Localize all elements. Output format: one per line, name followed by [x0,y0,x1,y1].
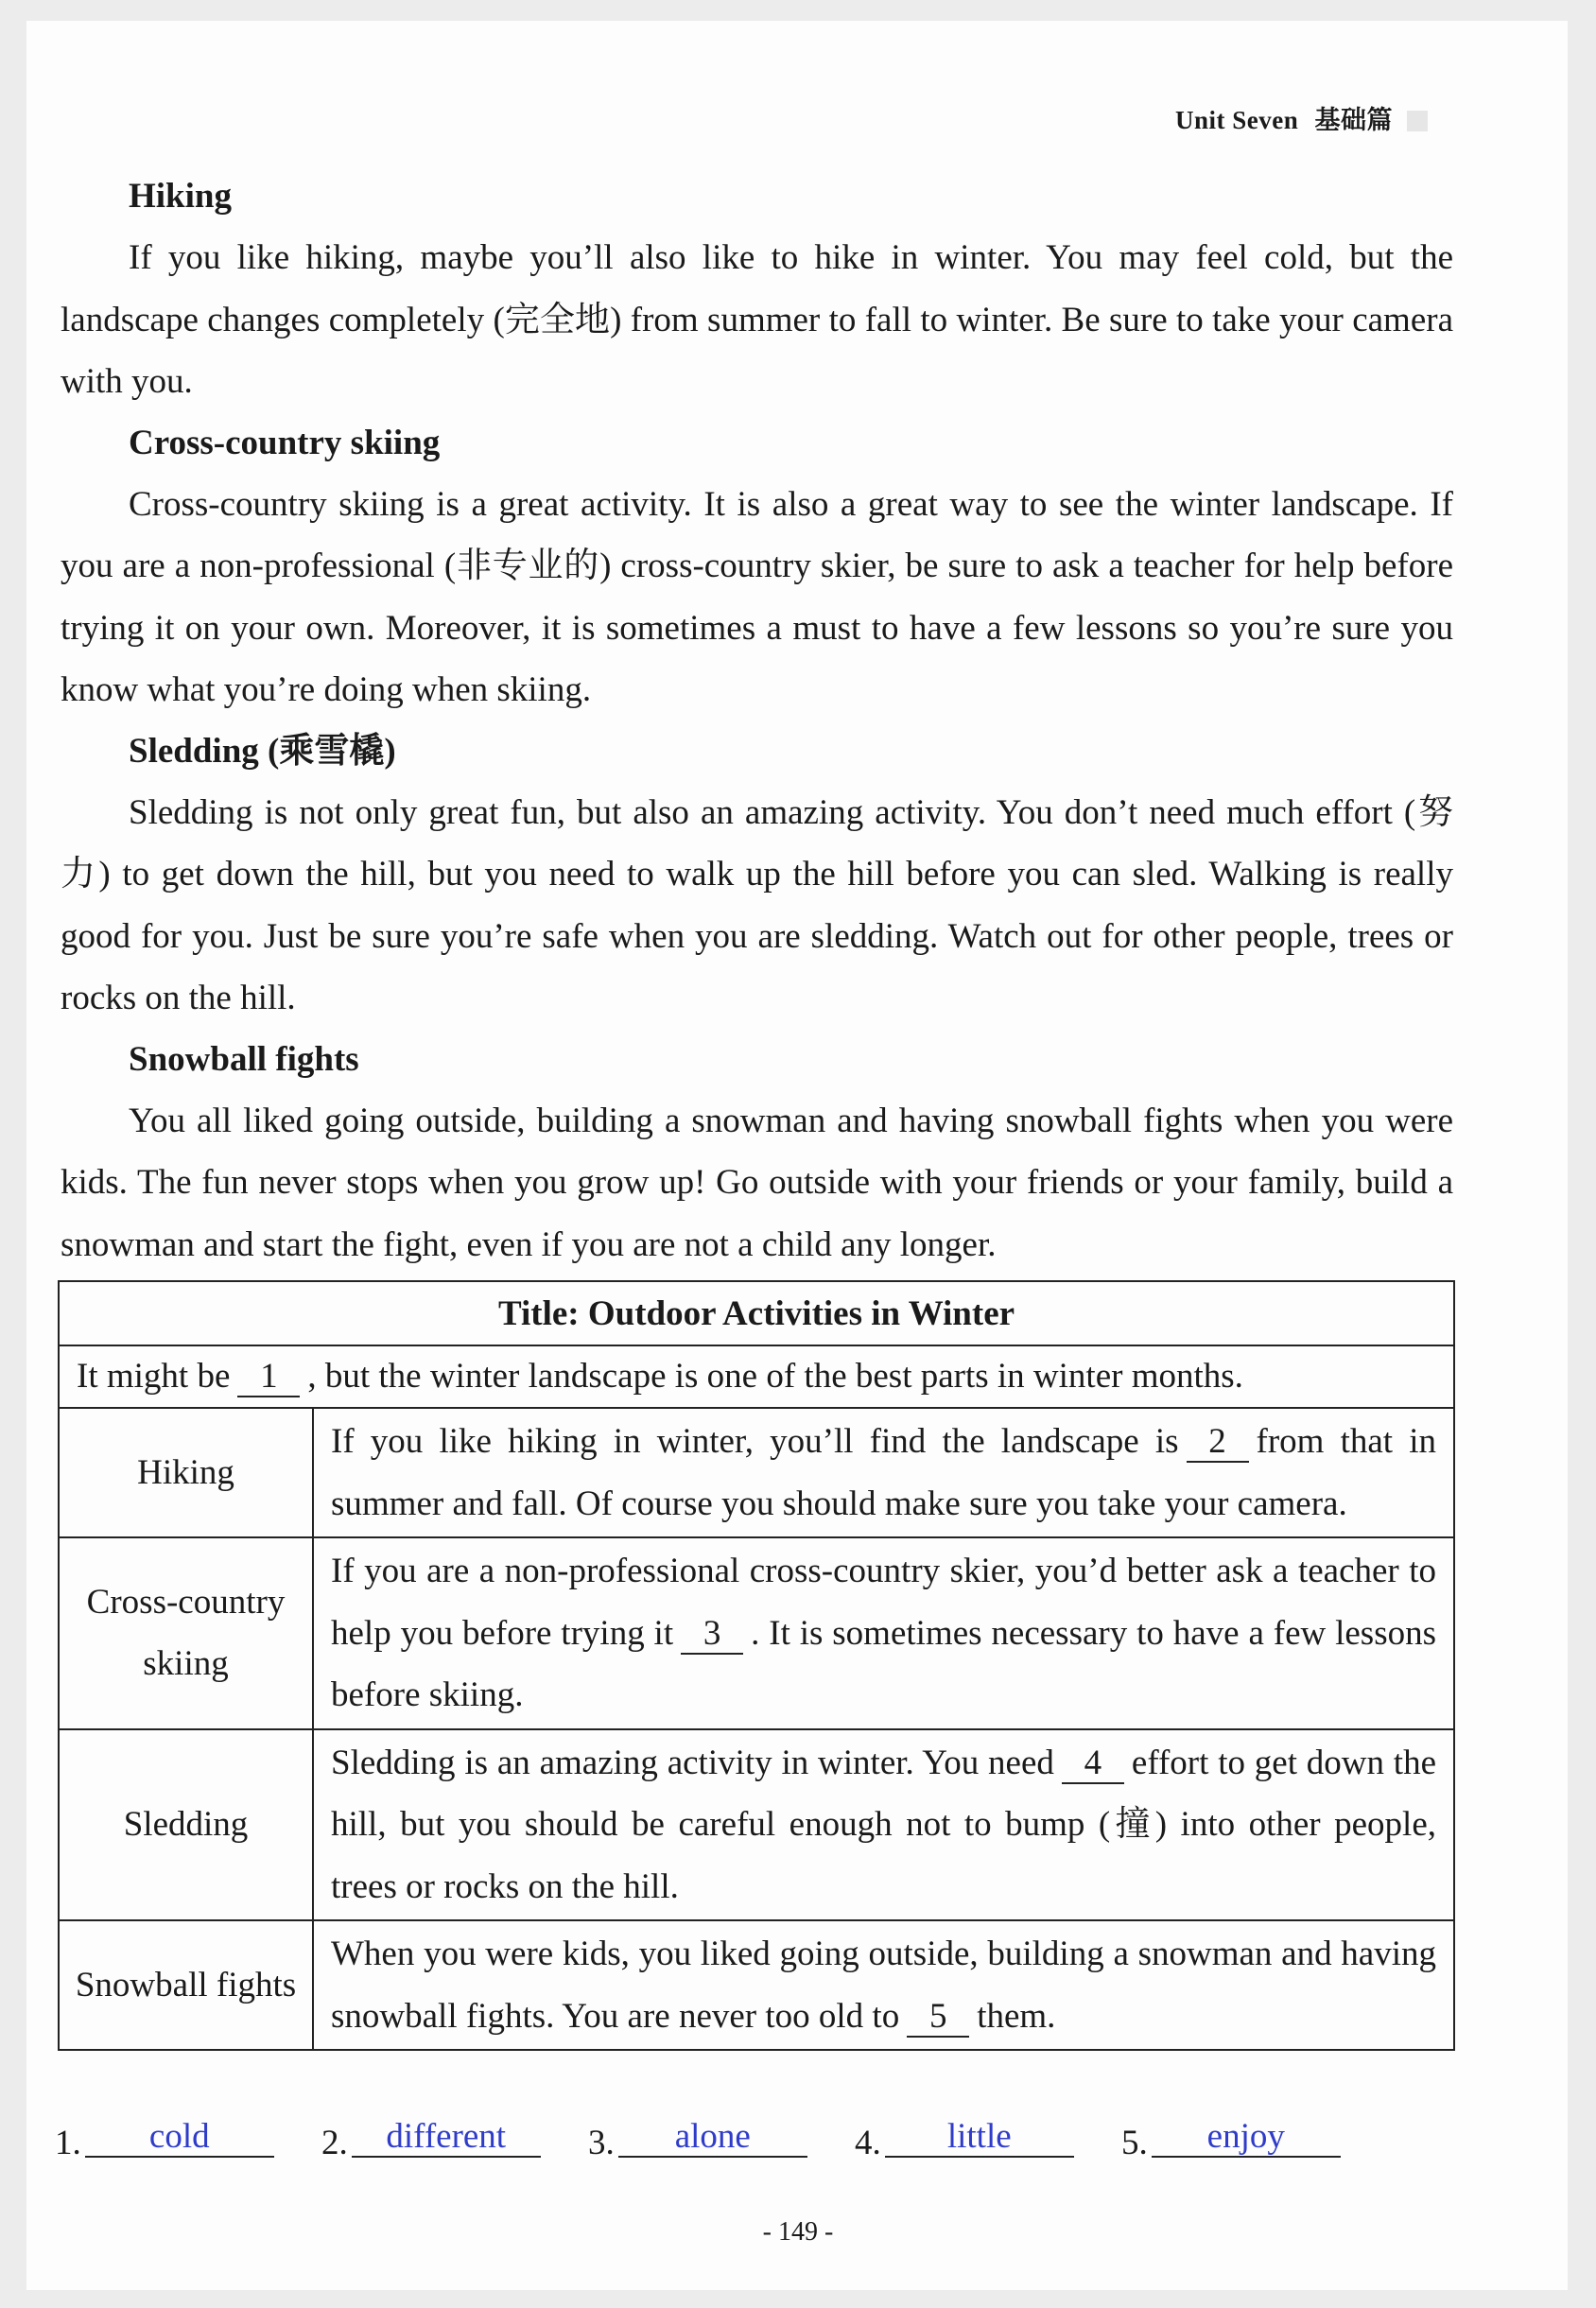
row-content: If you are a non-professional cross-country skier, you’d better ask a teacher to help you before trying it 3 . It is sometimes necessary to have a few lessons before skiing. [313,1537,1454,1729]
page-number: - 149 - [762,2217,834,2247]
section-paragraph: Cross-country skiing is a great activity. It is also a great way to see the winter landscape. If you are a non-professional (非专业的) cross-country skier, be sure to ask a teacher for help before trying it on your own. Moreover, it is sometimes a must to have a few lessons so you’re sure you know what you’re doing when skiing. [61,484,1453,709]
blank-1[interactable]: 1 [237,1358,300,1397]
table-row [59,1729,1454,1921]
blank-4[interactable]: 4 [1062,1744,1124,1784]
row-label: Cross-country skiing [59,1537,313,1729]
section-paragraph: You all liked going outside, building a snowman and having snowball fights when you were kids. The fun never stops when you grow up! Go outside with your friends or your family, build a snowman and start the fight, even if you are not a child any longer. [61,1101,1453,1264]
answer-field[interactable]: enjoy [1152,2118,1341,2158]
row-label: Sledding [59,1729,313,1921]
blank-3[interactable]: 3 [681,1615,743,1655]
running-header [1175,99,1428,136]
answer-field[interactable]: little [885,2118,1074,2158]
section-paragraph: Sledding is not only great fun, but also an amazing activity. You don’t need much effort (努力) to get down the hill, but you need to walk up the hill before you can sled. Walking is really good for you. Just be sure you’re safe when you are sledding. Watch out for other people, trees or rocks on the hill. [61,792,1453,1017]
section-heading: Hiking [129,177,232,216]
table-row [59,1537,1454,1729]
answer-number: 5. [1121,2124,1148,2162]
answer-number: 2. [321,2124,348,2162]
row-label: Snowball fights [59,1920,313,2050]
answer-item [321,2117,541,2163]
answer-number: 4. [855,2124,881,2162]
section-hiking [61,166,1453,413]
answer-item [588,2117,807,2163]
blank-2[interactable]: 2 [1187,1423,1249,1463]
reading-passage [61,166,1453,1275]
table-intro-row: It might be 1 , but the winter landscape is one of the best parts in winter months. [59,1345,1454,1408]
answer-number: 1. [55,2124,81,2162]
section-heading: Cross-country skiing [129,423,441,462]
row-content: If you like hiking in winter, you’ll find the landscape is 2 from that in summer and fall. Of course you should make sure you take your camera. [313,1408,1454,1537]
section-label: 基础篇 [1314,106,1394,134]
section-paragraph: If you like hiking, maybe you’ll also like to hike in winter. You may feel cold, but the landscape changes completely (完全地) from summer to fall to winter. Be sure to take your camera with you. [61,238,1453,401]
answer-field[interactable]: alone [618,2118,807,2158]
answer-number: 3. [588,2124,615,2162]
answer-item [1121,2117,1341,2163]
section-heading: Snowball fights [129,1039,359,1079]
row-content: When you were kids, you liked going outside, building a snowman and having snowball fights. You are never too old to 5 them. [313,1920,1454,2050]
row-content: Sledding is an amazing activity in winter. You need 4 effort to get down the hill, but you should be careful enough not to bump (撞) into other people, trees or rocks on the hill. [313,1729,1454,1921]
unit-label: Unit Seven [1175,106,1299,134]
table-row [59,1920,1454,2050]
summary-table [58,1280,1455,2051]
section-sledding [61,721,1453,1030]
answer-field[interactable]: cold [85,2118,274,2158]
answer-row [55,2117,1473,2189]
answer-item [55,2117,274,2163]
table-title: Title: Outdoor Activities in Winter [59,1281,1454,1345]
header-marker-icon [1407,111,1428,131]
answer-item [855,2117,1074,2163]
table-row [59,1408,1454,1537]
section-heading: Sledding (乘雪橇) [129,731,396,771]
row-label: Hiking [59,1408,313,1537]
section-cross-country-skiing [61,413,1453,721]
blank-5[interactable]: 5 [907,1998,969,2038]
answer-field[interactable]: different [352,2118,541,2158]
section-snowball-fights [61,1030,1453,1276]
